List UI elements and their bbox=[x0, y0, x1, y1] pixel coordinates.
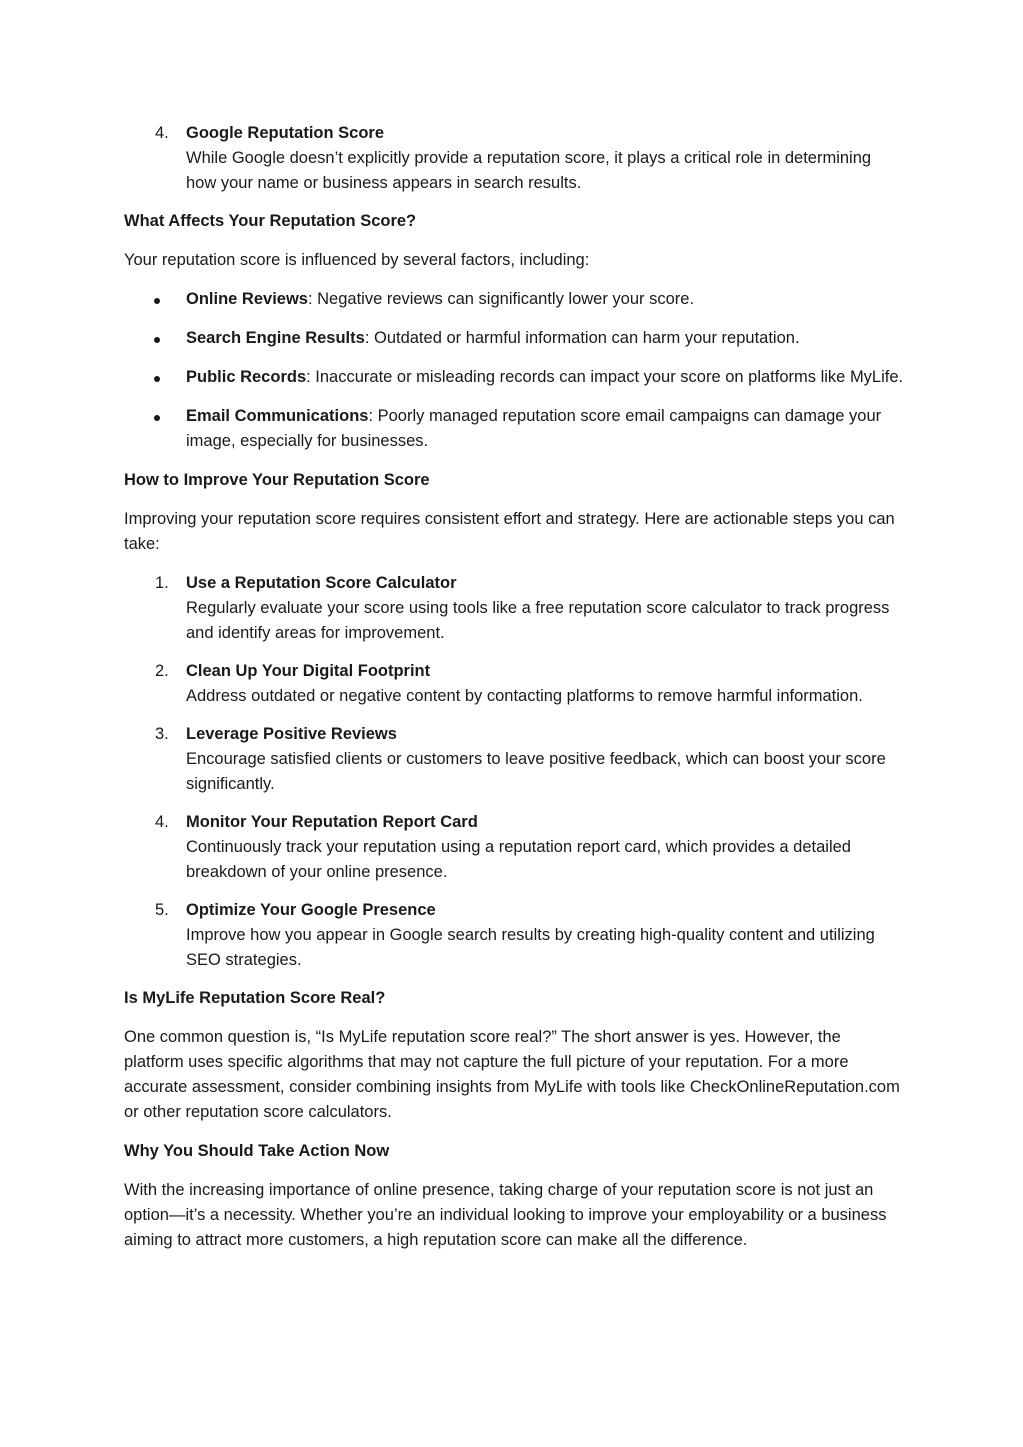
list-item-title: Leverage Positive Reviews bbox=[186, 725, 397, 743]
heading-what-affects: What Affects Your Reputation Score? bbox=[124, 212, 417, 230]
list-item-text: Improve how you appear in Google search results by creating high-quality content and utilizing SEO strategies. bbox=[186, 926, 875, 969]
bullet-dot bbox=[154, 298, 160, 304]
list-number: 1. bbox=[155, 574, 169, 592]
list-item-title: Clean Up Your Digital Footprint bbox=[186, 662, 431, 680]
list-item-step-5 bbox=[124, 898, 904, 973]
bullet-text: : Outdated or harmful information can harm your reputation. bbox=[364, 329, 800, 347]
bullet-dot bbox=[154, 376, 160, 382]
list-number: 5. bbox=[155, 901, 169, 919]
paragraph-mylife: One common question is, “Is MyLife reputation score real?” The short answer is yes. However, the platform uses specific algorithms that may not capture the full picture of your reputation. For a more accurate assessment, consider combining insights from MyLife with tools like CheckOnlineReputation.com or other reputation score calculators. bbox=[124, 1028, 900, 1121]
list-number: 3. bbox=[155, 725, 169, 743]
list-item-title: Google Reputation Score bbox=[186, 124, 385, 142]
heading-how-to-improve: How to Improve Your Reputation Score bbox=[124, 471, 430, 489]
list-number: 4. bbox=[155, 124, 169, 142]
bullet-dot bbox=[154, 337, 160, 343]
bullet-dot bbox=[154, 415, 160, 421]
list-item-text: While Google doesn’t explicitly provide a reputation score, it plays a critical role in determining how your name or business appears in search results. bbox=[186, 149, 872, 192]
list-item-google-reputation-score bbox=[124, 121, 904, 196]
bullet-term: Search Engine Results bbox=[186, 329, 365, 347]
bullet-text: : Poorly managed reputation score email campaigns can damage your image, especially for businesses. bbox=[186, 407, 882, 450]
list-item-step-3 bbox=[124, 722, 904, 797]
list-number: 4. bbox=[155, 813, 169, 831]
list-item-text: Continuously track your reputation using a reputation report card, which provides a detailed breakdown of your online presence. bbox=[186, 838, 851, 881]
bullet-term: Online Reviews bbox=[186, 290, 308, 308]
list-item-text: Encourage satisfied clients or customers to leave positive feedback, which can boost your score significantly. bbox=[186, 750, 886, 793]
list-item-text: Regularly evaluate your score using tools like a free reputation score calculator to track progress and identify areas for improvement. bbox=[186, 599, 890, 642]
bullet-term: Public Records bbox=[186, 368, 307, 386]
list-item-step-4 bbox=[124, 810, 904, 885]
list-item-step-2 bbox=[124, 659, 904, 709]
list-item-step-1 bbox=[124, 571, 904, 646]
bullet-text: : Inaccurate or misleading records can impact your score on platforms like MyLife. bbox=[306, 368, 904, 386]
bullet-item-public-records bbox=[124, 365, 904, 390]
paragraph-affects-intro: Your reputation score is influenced by several factors, including: bbox=[124, 251, 590, 269]
bullet-text: : Negative reviews can significantly lower your score. bbox=[307, 290, 695, 308]
list-item-text: Address outdated or negative content by contacting platforms to remove harmful information. bbox=[186, 687, 863, 705]
bullet-item-search-engine-results bbox=[124, 326, 904, 351]
bullet-item-email-communications bbox=[124, 404, 904, 454]
list-item-title: Use a Reputation Score Calculator bbox=[186, 574, 457, 592]
paragraph-improve-intro: Improving your reputation score requires consistent effort and strategy. Here are actionable steps you can take: bbox=[124, 510, 895, 553]
heading-take-action: Why You Should Take Action Now bbox=[124, 1142, 390, 1160]
bullet-term: Email Communications bbox=[186, 407, 369, 425]
list-item-title: Optimize Your Google Presence bbox=[186, 901, 436, 919]
document-page bbox=[124, 121, 904, 1267]
list-item-title: Monitor Your Reputation Report Card bbox=[186, 813, 478, 831]
heading-is-mylife-real: Is MyLife Reputation Score Real? bbox=[124, 989, 386, 1007]
paragraph-take-action: With the increasing importance of online presence, taking charge of your reputation score is not just an option—it’s a necessity. Whether you’re an individual looking to improve your employability or a business aiming to attract more customers, a high reputation score can make all the difference. bbox=[124, 1181, 887, 1249]
list-number: 2. bbox=[155, 662, 169, 680]
bullet-item-online-reviews bbox=[124, 287, 904, 312]
